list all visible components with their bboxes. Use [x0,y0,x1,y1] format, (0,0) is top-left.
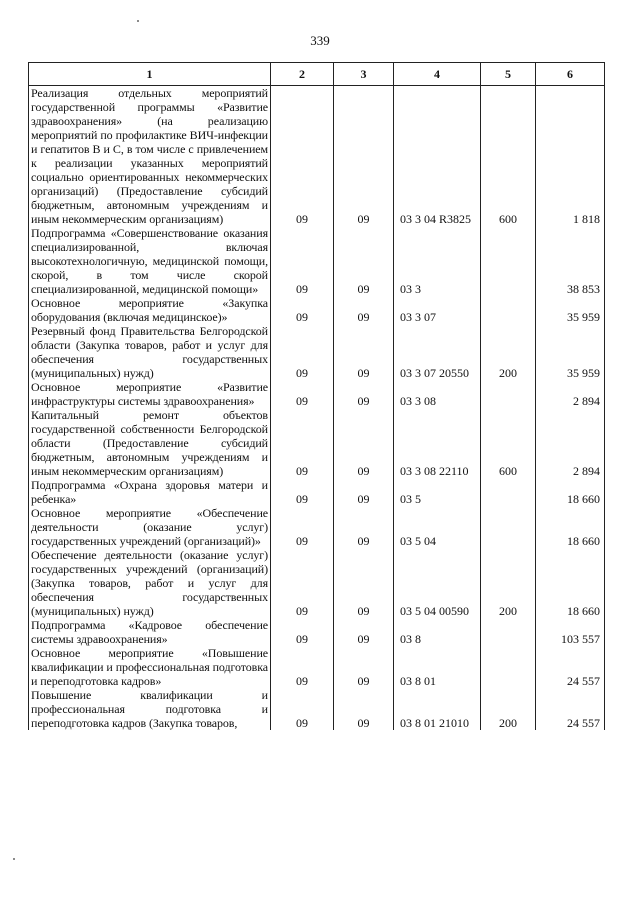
table-row [29,324,605,380]
scan-speck [137,20,139,22]
row-target-code: 03 8 [394,618,481,646]
table-row [29,226,605,296]
row-section: 09 [271,646,334,688]
row-amount: 18 660 [536,548,605,618]
row-target-code: 03 3 07 [394,296,481,324]
row-target-code: 03 5 04 00590 [394,548,481,618]
row-subsection: 09 [334,646,394,688]
column-header-6: 6 [536,63,605,86]
row-name: Основное мероприятие «Развитие инфраструктуры системы здравоохранения» [29,380,271,408]
row-subsection: 09 [334,478,394,506]
row-subsection: 09 [334,688,394,730]
table-row [29,646,605,688]
row-amount: 1 818 [536,86,605,227]
table-row [29,478,605,506]
row-name: Основное мероприятие «Закупка оборудования (включая медицинское)» [29,296,271,324]
row-subsection: 09 [334,408,394,478]
row-amount: 35 959 [536,296,605,324]
row-amount: 103 557 [536,618,605,646]
row-expense-type [481,478,536,506]
row-target-code: 03 3 07 20550 [394,324,481,380]
row-expense-type: 200 [481,324,536,380]
row-expense-type [481,618,536,646]
row-amount: 38 853 [536,226,605,296]
row-section: 09 [271,226,334,296]
row-name: Подпрограмма «Совершенствование оказания специализированной, включая высокотехнологичную, медицинской помощи, скорой, в том числе скорой специализированной, медицинской помощи» [29,226,271,296]
table-row [29,408,605,478]
row-amount: 24 557 [536,646,605,688]
table-row [29,548,605,618]
budget-table [28,62,605,730]
row-name: Обеспечение деятельности (оказание услуг) государственных учреждений (организаций) (Закупка товаров, работ и услуг для обеспечения государственных (муниципальных) нужд) [29,548,271,618]
row-amount: 24 557 [536,688,605,730]
row-target-code: 03 3 08 [394,380,481,408]
row-amount: 18 660 [536,506,605,548]
row-expense-type: 200 [481,688,536,730]
row-section: 09 [271,86,334,227]
row-target-code: 03 5 04 [394,506,481,548]
column-header-1: 1 [29,63,271,86]
column-header-4: 4 [394,63,481,86]
row-target-code: 03 3 04 R3825 [394,86,481,227]
row-amount: 2 894 [536,408,605,478]
row-section: 09 [271,380,334,408]
table-row [29,296,605,324]
table-row [29,688,605,730]
row-expense-type [481,646,536,688]
row-expense-type: 600 [481,408,536,478]
column-header-5: 5 [481,63,536,86]
row-section: 09 [271,506,334,548]
row-amount: 18 660 [536,478,605,506]
row-subsection: 09 [334,296,394,324]
row-amount: 2 894 [536,380,605,408]
row-target-code: 03 8 01 21010 [394,688,481,730]
row-expense-type [481,380,536,408]
table-row [29,380,605,408]
column-header-3: 3 [334,63,394,86]
row-subsection: 09 [334,618,394,646]
row-name: Реализация отдельных мероприятий государственной программы «Развитие здравоохранения» (на реализацию мероприятий по профилактике ВИЧ-инфекции и гепатитов В и С, в том числе с привлечением к реализации указанных мероприятий социально ориентированных некоммерческих организаций) (Предоставление субсидий бюджетным, автономным учреждениям и иным некоммерческим организациям) [29,86,271,227]
row-section: 09 [271,478,334,506]
row-name: Основное мероприятие «Повышение квалификации и профессиональная подготовка и переподготовка кадров» [29,646,271,688]
row-subsection: 09 [334,380,394,408]
row-name: Капитальный ремонт объектов государственной собственности Белгородской области (Предоставление субсидий бюджетным, автономным учреждениям и иным некоммерческим организациям) [29,408,271,478]
column-header-2: 2 [271,63,334,86]
scan-speck [13,858,15,860]
row-expense-type [481,296,536,324]
row-name: Повышение квалификации и профессиональная подготовка и переподготовка кадров (Закупка товаров, [29,688,271,730]
row-expense-type: 200 [481,548,536,618]
table-row [29,618,605,646]
row-section: 09 [271,618,334,646]
row-name: Основное мероприятие «Обеспечение деятельности (оказание услуг) государственных учреждений (организаций)» [29,506,271,548]
row-target-code: 03 5 [394,478,481,506]
page-number: 339 [310,33,330,48]
table-header-row [29,63,605,86]
row-subsection: 09 [334,548,394,618]
row-amount: 35 959 [536,324,605,380]
row-subsection: 09 [334,324,394,380]
row-target-code: 03 8 01 [394,646,481,688]
row-section: 09 [271,296,334,324]
row-section: 09 [271,324,334,380]
row-subsection: 09 [334,506,394,548]
table-row [29,506,605,548]
table-row [29,86,605,227]
row-section: 09 [271,408,334,478]
row-expense-type [481,226,536,296]
row-section: 09 [271,548,334,618]
row-section: 09 [271,688,334,730]
row-subsection: 09 [334,226,394,296]
row-name: Подпрограмма «Охрана здоровья матери и ребенка» [29,478,271,506]
row-name: Резервный фонд Правительства Белгородской области (Закупка товаров, работ и услуг для обеспечения государственных (муниципальных) нужд) [29,324,271,380]
row-target-code: 03 3 08 22110 [394,408,481,478]
row-expense-type [481,506,536,548]
row-subsection: 09 [334,86,394,227]
row-name: Подпрограмма «Кадровое обеспечение системы здравоохранения» [29,618,271,646]
row-expense-type: 600 [481,86,536,227]
table-body [29,86,605,731]
row-target-code: 03 3 [394,226,481,296]
